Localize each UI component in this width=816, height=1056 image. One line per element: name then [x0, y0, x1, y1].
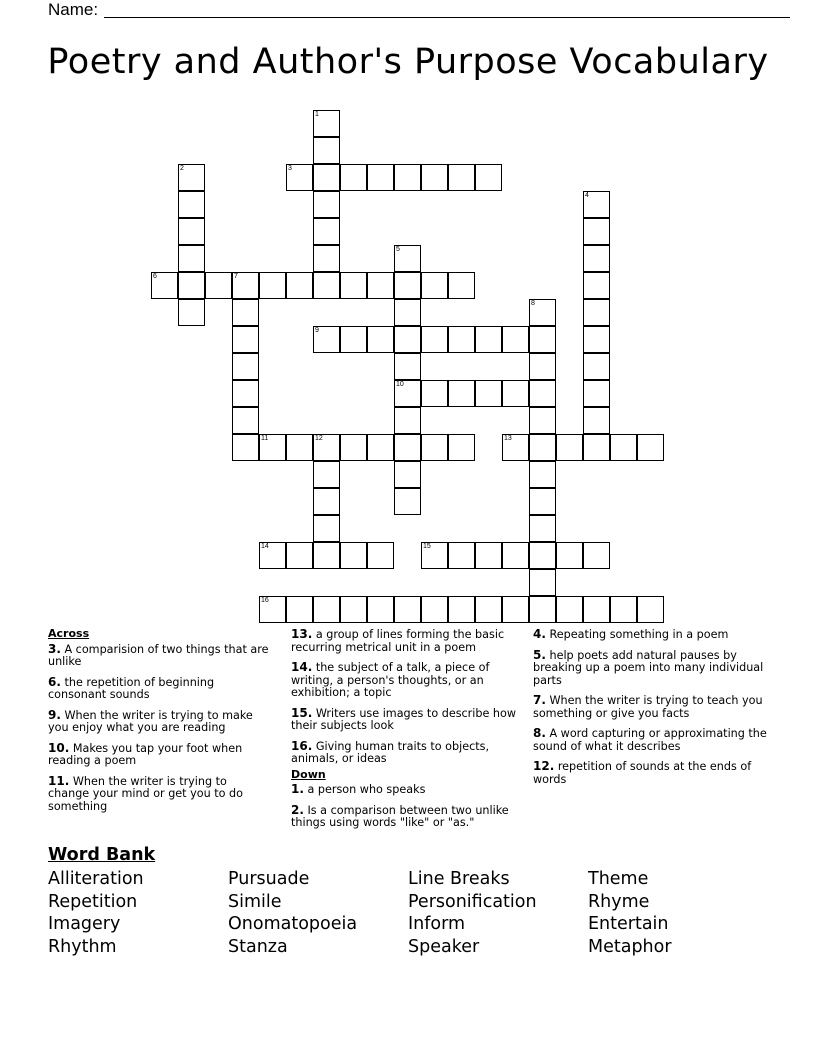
clue-number: 13	[504, 435, 512, 442]
grid-cell[interactable]	[232, 434, 259, 461]
word-bank-item: Rhyme	[588, 891, 650, 912]
clue-item	[48, 643, 270, 669]
grid-cell[interactable]	[421, 434, 448, 461]
grid-cell[interactable]	[475, 542, 502, 569]
clue-number: 2.	[291, 802, 304, 817]
grid-cell[interactable]	[610, 596, 637, 623]
grid-cell[interactable]	[448, 164, 475, 191]
grid-cell[interactable]	[394, 380, 421, 407]
word-bank-title: Word Bank	[48, 845, 156, 865]
word-bank-column-2	[228, 868, 357, 959]
grid-cell[interactable]	[313, 326, 340, 353]
grid-cell[interactable]	[286, 596, 313, 623]
grid-cell[interactable]	[313, 434, 340, 461]
grid-cell[interactable]	[448, 380, 475, 407]
grid-cell[interactable]	[313, 515, 340, 542]
clue-text: Writers use images to describe how their subjects look	[291, 706, 517, 732]
grid-cell[interactable]	[340, 596, 367, 623]
clue-number: 8.	[533, 726, 546, 740]
grid-cell[interactable]	[583, 542, 610, 569]
grid-cell[interactable]	[394, 245, 421, 272]
clue-number: 15.	[291, 705, 313, 720]
clue-item	[291, 740, 521, 766]
grid-cell[interactable]	[178, 164, 205, 191]
grid-cell[interactable]	[529, 353, 556, 380]
word-bank-item: Onomatopoeia	[228, 914, 358, 935]
grid-cell[interactable]	[502, 380, 529, 407]
grid-cell[interactable]	[421, 380, 448, 407]
grid-cell[interactable]	[259, 434, 286, 461]
name-label: Name:	[48, 0, 99, 19]
clue-text: A word capturing or approximating the sound of what it describes	[533, 727, 767, 753]
grid-cell[interactable]	[394, 461, 421, 488]
clue-number: 7	[234, 273, 238, 280]
word-bank-column-1	[48, 868, 144, 959]
grid-cell[interactable]	[502, 434, 529, 461]
grid-cell[interactable]	[583, 299, 610, 326]
clue-number: 1.	[291, 782, 304, 796]
grid-cell[interactable]	[394, 407, 421, 434]
clue-text: Makes you tap your foot when reading a poem	[48, 741, 243, 767]
grid-cell[interactable]	[475, 596, 502, 623]
grid-cell[interactable]	[313, 596, 340, 623]
word-bank-item: Entertain	[588, 914, 669, 935]
clue-number: 6.	[48, 674, 61, 689]
clues-column-3	[533, 628, 773, 793]
grid-cell[interactable]	[421, 164, 448, 191]
grid-cell[interactable]	[583, 434, 610, 461]
grid-cell[interactable]	[232, 407, 259, 434]
grid-cell[interactable]	[313, 488, 340, 515]
grid-cell[interactable]	[178, 245, 205, 272]
grid-cell[interactable]	[529, 461, 556, 488]
grid-cell[interactable]	[529, 326, 556, 353]
word-bank-item: Alliteration	[48, 869, 144, 889]
grid-cell[interactable]	[313, 218, 340, 245]
grid-cell[interactable]	[448, 596, 475, 623]
clue-number: 8	[531, 300, 535, 307]
clues-column-1	[48, 628, 270, 820]
grid-cell[interactable]	[448, 434, 475, 461]
word-bank-column-3	[408, 868, 537, 959]
grid-cell[interactable]	[502, 326, 529, 353]
clue-text: help poets add natural pauses by breaking up a poem into many individual parts	[533, 648, 764, 687]
grid-cell[interactable]	[502, 596, 529, 623]
grid-cell[interactable]	[394, 299, 421, 326]
grid-cell[interactable]	[367, 164, 394, 191]
grid-cell[interactable]	[394, 488, 421, 515]
clue-number: 11.	[48, 773, 70, 788]
grid-cell[interactable]	[529, 299, 556, 326]
word-bank-item: Inform	[408, 914, 466, 935]
clue-item	[533, 649, 773, 688]
clue-text: When the writer is trying to make you enjoy what you are reading	[48, 708, 253, 734]
grid-cell[interactable]	[475, 326, 502, 353]
grid-cell[interactable]	[367, 326, 394, 353]
grid-cell[interactable]	[583, 245, 610, 272]
grid-cell[interactable]	[637, 596, 664, 623]
clue-text: Giving human traits to objects, animals, or ideas	[291, 739, 490, 765]
grid-cell[interactable]	[178, 218, 205, 245]
clue-number: 10.	[48, 740, 70, 755]
clue-item	[533, 727, 773, 753]
word-bank-item: Line Breaks	[408, 869, 510, 889]
clue-number: 9	[315, 327, 319, 334]
clue-item	[48, 742, 270, 768]
clue-item	[533, 694, 773, 720]
grid-cell[interactable]	[232, 353, 259, 380]
clue-number: 6	[153, 273, 157, 280]
clue-item	[533, 628, 773, 642]
clue-item	[48, 709, 270, 735]
word-bank-item: Repetition	[48, 891, 138, 912]
grid-cell[interactable]	[232, 326, 259, 353]
grid-cell[interactable]	[367, 596, 394, 623]
clue-number: 10	[396, 381, 404, 388]
grid-cell[interactable]	[232, 380, 259, 407]
grid-cell[interactable]	[394, 434, 421, 461]
grid-cell[interactable]	[583, 326, 610, 353]
clue-item	[291, 707, 521, 733]
grid-cell[interactable]	[421, 542, 448, 569]
grid-cell[interactable]	[394, 596, 421, 623]
grid-cell[interactable]	[286, 542, 313, 569]
grid-cell[interactable]	[610, 434, 637, 461]
grid-cell[interactable]	[529, 515, 556, 542]
grid-cell[interactable]	[313, 191, 340, 218]
word-bank-item: Theme	[588, 869, 649, 889]
grid-cell[interactable]	[340, 164, 367, 191]
grid-cell[interactable]	[556, 542, 583, 569]
grid-cell[interactable]	[583, 218, 610, 245]
clue-number: 7.	[533, 693, 546, 707]
down-heading: Down	[291, 767, 326, 781]
word-bank-column-4	[588, 868, 672, 959]
clue-number: 1	[315, 111, 319, 118]
grid-cell[interactable]	[529, 407, 556, 434]
clue-number: 9.	[48, 707, 61, 722]
clue-number: 15	[423, 543, 431, 550]
grid-cell[interactable]	[583, 380, 610, 407]
grid-cell[interactable]	[313, 164, 340, 191]
grid-cell[interactable]	[259, 272, 286, 299]
grid-cell[interactable]	[529, 542, 556, 569]
grid-cell[interactable]	[340, 434, 367, 461]
grid-cell[interactable]	[340, 272, 367, 299]
grid-cell[interactable]	[583, 596, 610, 623]
clue-item	[291, 783, 521, 797]
grid-cell[interactable]	[529, 434, 556, 461]
grid-cell[interactable]	[259, 596, 286, 623]
grid-cell[interactable]	[556, 596, 583, 623]
clue-number: 3.	[48, 641, 61, 656]
clue-text: the repetition of beginning consonant sounds	[48, 675, 215, 701]
grid-cell[interactable]	[313, 110, 340, 137]
grid-cell[interactable]	[178, 191, 205, 218]
grid-cell[interactable]	[475, 164, 502, 191]
word-bank-item: Imagery	[48, 914, 121, 935]
clue-text: repetition of sounds at the ends of words	[533, 760, 752, 786]
grid-cell[interactable]	[286, 434, 313, 461]
clue-number: 5	[396, 246, 400, 253]
grid-cell[interactable]	[367, 272, 394, 299]
word-bank-item: Simile	[228, 891, 282, 912]
grid-cell[interactable]	[583, 272, 610, 299]
grid-cell[interactable]	[421, 272, 448, 299]
grid-cell[interactable]	[502, 542, 529, 569]
clue-item	[533, 760, 773, 786]
clue-number: 3	[288, 165, 292, 172]
grid-cell[interactable]	[178, 272, 205, 299]
grid-cell[interactable]	[448, 326, 475, 353]
word-bank-item: Metaphor	[588, 937, 672, 958]
grid-cell[interactable]	[313, 245, 340, 272]
clue-text: the subject of a talk, a piece of writing, a person's thoughts, or an exhibition; a topic	[291, 661, 490, 699]
grid-cell[interactable]	[259, 542, 286, 569]
clue-item	[48, 775, 270, 814]
grid-cell[interactable]	[394, 164, 421, 191]
grid-cell[interactable]	[286, 164, 313, 191]
grid-cell[interactable]	[394, 353, 421, 380]
grid-cell[interactable]	[367, 434, 394, 461]
grid-cell[interactable]	[421, 326, 448, 353]
clue-item	[291, 804, 521, 830]
clue-text: When the writer is trying to change your mind or get you to do something	[48, 774, 243, 813]
grid-cell[interactable]	[583, 191, 610, 218]
grid-cell[interactable]	[583, 353, 610, 380]
across-heading: Across	[48, 627, 90, 640]
clue-text: a group of lines forming the basic recurring metrical unit in a poem	[291, 628, 505, 654]
grid-cell[interactable]	[529, 596, 556, 623]
grid-cell[interactable]	[151, 272, 178, 299]
grid-cell[interactable]	[313, 542, 340, 569]
clue-item	[291, 661, 521, 700]
clue-number: 12.	[533, 759, 555, 773]
grid-cell[interactable]	[232, 272, 259, 299]
grid-cell[interactable]	[475, 380, 502, 407]
grid-cell[interactable]	[394, 326, 421, 353]
word-bank-item: Personification	[408, 891, 537, 912]
clue-text: A comparision of two things that are unlike	[48, 642, 269, 668]
clues-column-2	[291, 628, 521, 837]
grid-cell[interactable]	[232, 299, 259, 326]
grid-cell[interactable]	[286, 272, 313, 299]
clue-number: 4.	[533, 627, 546, 641]
clue-text: Is a comparison between two unlike things using words "like" or "as."	[291, 803, 509, 829]
clue-text: When the writer is trying to teach you something or give you facts	[533, 694, 763, 720]
grid-cell[interactable]	[313, 137, 340, 164]
grid-cell[interactable]	[529, 488, 556, 515]
grid-cell[interactable]	[205, 272, 232, 299]
word-bank-item: Speaker	[408, 937, 480, 958]
clue-number: 5.	[533, 647, 546, 662]
clue-number: 4	[585, 192, 589, 199]
clue-number: 16	[261, 597, 269, 604]
clue-number: 14.	[291, 660, 313, 674]
clue-number: 12	[315, 435, 323, 442]
grid-cell[interactable]	[340, 542, 367, 569]
clue-number: 16.	[291, 738, 313, 753]
grid-cell[interactable]	[529, 380, 556, 407]
grid-cell[interactable]	[178, 299, 205, 326]
grid-cell[interactable]	[313, 272, 340, 299]
page-title: Poetry and Author's Purpose Vocabulary	[47, 42, 769, 82]
grid-cell[interactable]	[367, 542, 394, 569]
grid-cell[interactable]	[556, 434, 583, 461]
grid-cell[interactable]	[583, 407, 610, 434]
grid-cell[interactable]	[313, 461, 340, 488]
clue-item	[48, 676, 270, 702]
word-bank-item: Rhythm	[48, 937, 117, 958]
grid-cell[interactable]	[529, 569, 556, 596]
grid-cell[interactable]	[448, 272, 475, 299]
clue-number: 11	[261, 435, 269, 442]
grid-cell[interactable]	[448, 542, 475, 569]
grid-cell[interactable]	[340, 326, 367, 353]
clue-number: 2	[180, 165, 184, 172]
clue-text: Repeating something in a poem	[545, 628, 729, 641]
word-bank-item: Stanza	[228, 937, 288, 958]
clue-item	[291, 628, 521, 654]
clue-number: 14	[261, 543, 269, 550]
grid-cell[interactable]	[421, 596, 448, 623]
grid-cell[interactable]	[394, 272, 421, 299]
clue-text: a person who speaks	[303, 783, 426, 796]
word-bank-item: Pursuade	[228, 869, 310, 889]
clue-number: 13.	[291, 627, 313, 641]
grid-cell[interactable]	[637, 434, 664, 461]
